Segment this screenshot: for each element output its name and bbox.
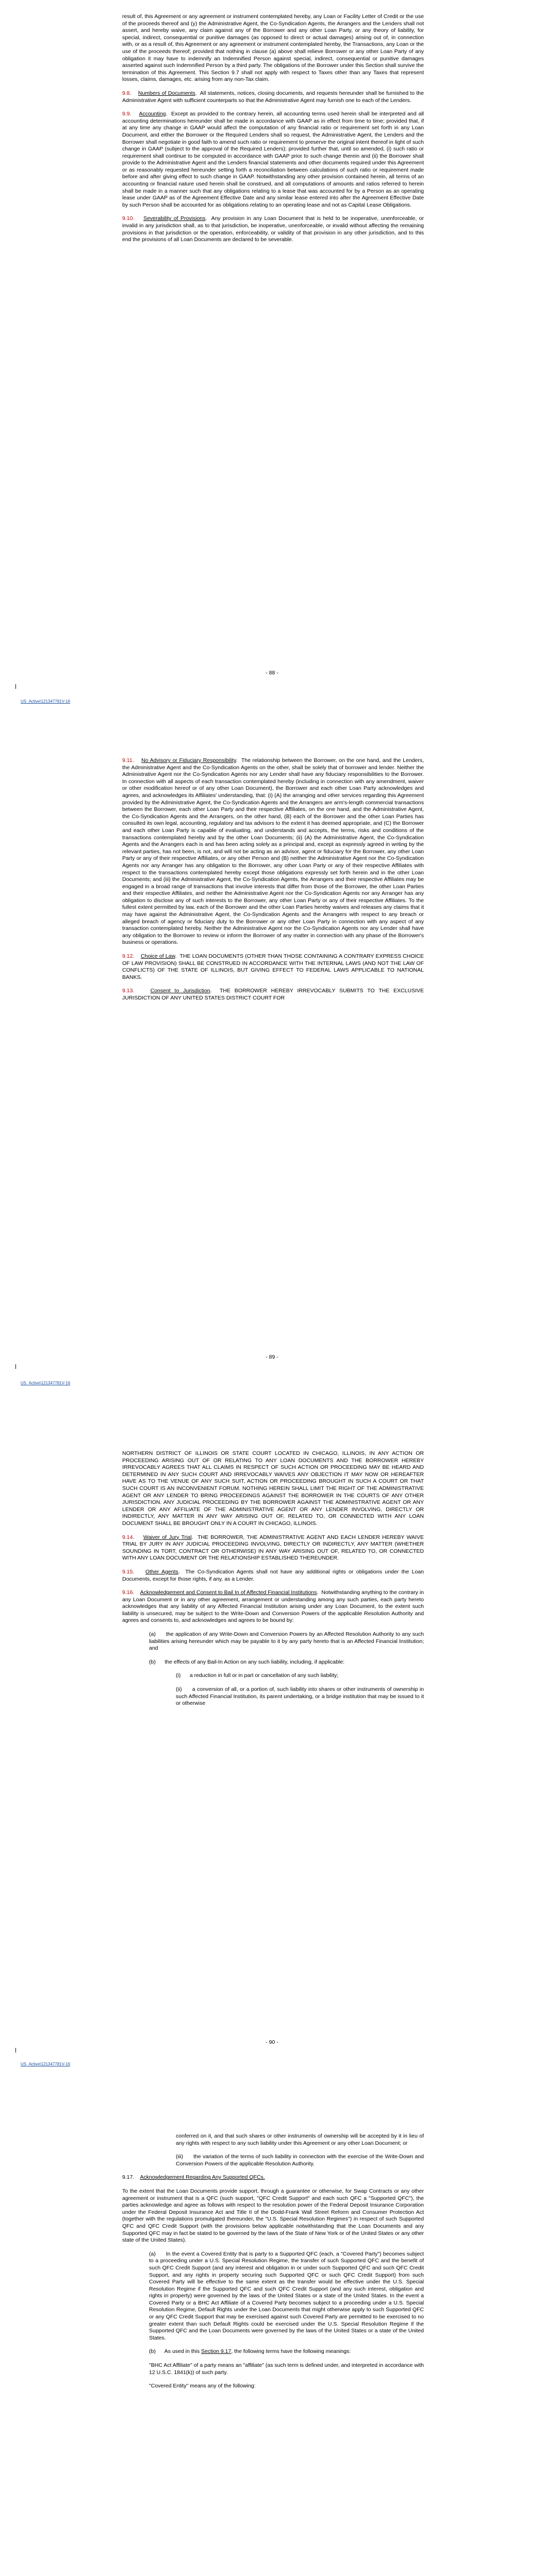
definition-covered-entity: "Covered Entity" means any of the following: [149,2383,256,2389]
document-id: US_Active\121347781V-16 [21,699,71,704]
clause-text: the variation of the terms of such liability in connection with the exercise of the Write-Down and Conversion Powers of the applicable Resolution Authority. [176,2154,424,2167]
section-reference-link[interactable]: Section 9.17 [201,2348,232,2355]
revision-bar [15,684,16,689]
section-9-8: 9.8. Numbers of Documents. All statements, notices, closing documents, and requests hereunder shall be furnished to the Administrative Agent with sufficient counterparts so that the Administrative Agent may furnish one to each of the Lenders. [122,90,424,104]
clause-label: (a) [149,1631,156,1638]
section-text: THE BORROWER, THE ADMINISTRATIVE AGENT AND EACH LENDER HEREBY WAIVE TRIAL BY JURY IN ANY JUDICIAL PROCEEDING INVOLVING, DIRECTLY OR INDIRECTLY, ANY MATTER (WHETHER SOUNDING IN TORT, CONTRACT OR OTHERWISE) IN ANY WAY ARISING OUT OF, RELATED TO, OR CONNECTED WITH ANY LOAN DOCUMENT OR THE RELATIONSHIP ESTABLISHED THEREUNDER. [122,1534,424,1562]
section-9-16: 9.16. Acknowledgement and Consent to Bail In of Affected Financial Institutions. Notwithstanding anything to the contrary in any Loan Document or in any other agreement, arrangement or understanding among any such parties, each party hereto acknowledges that any liability of any Affected Financial Institution arising under any Loan Document, to the extent such liability is unsecured, may be subject to the Write-Down and Conversion Powers of the applicable Resolution Authority and agrees and consents to, and acknowledges and agrees to be bound by: [122,1589,424,1624]
clause-text: the application of any Write-Down and Conversion Powers by an Affected Resolution Authority to any such liabilities arising hereunder which may be payable to it by any party hereto that is an Affected Financial Institution; and [149,1631,424,1652]
section-number: 9.15. [122,1568,135,1575]
clause-a [122,1631,424,1652]
clause-iii [122,2154,424,2167]
clause-ii [122,1686,424,1707]
section-heading: Choice of Law [141,953,175,960]
section-heading: Numbers of Documents [138,90,195,96]
clause-text: In the event a Covered Entity that is party to a Supported QFC (each, a "Covered Party") becomes subject to a proceeding under a U.S. Special Resolution Regime, the transfer of such Supported QFC and the benefit of such QFC Credit Support (and any interest and obligation in or under such Supported QFC and such QFC Credit Support, and any rights in property securing such Supported QFC or such QFC Credit Support) from such Covered Party will be effective to the same extent as the transfer would be effective under the U.S. Special Resolution Regime if the Supported QFC and such QFC Credit Support (and any such interest, obligation and rights in property) were governed by the laws of the United States or a state of the United States. In the event a Covered Party or a BHC Act Affiliate of a Covered Party becomes subject to a proceeding under a U.S. Special Resolution Regime, Default Rights under the Loan Documents that might otherwise apply to such Supported QFC or any QFC Credit Support that may be exercised against such Covered Party are permitted to be exercised to no greater extent than such Default Rights could be exercised under the U.S. Special Resolution Regime if the Supported QFC and the Loan Documents were governed by the laws of the United States or a state of the United States. [149,2250,424,2341]
document-id: US_Active\121347781V-16 [21,2062,71,2066]
section-heading: Waiver of Jury Trial [143,1534,192,1540]
section-heading: Acknowledgement and Consent to Bail In of Affected Financial Institutions [140,1589,317,1596]
page-number: - 89 - [266,1354,278,1360]
page-number: - 88 - [266,670,278,676]
page-89-body [122,757,424,1009]
section-text: Except as provided to the contrary herein, all accounting terms used herein shall be interpreted and all accounting determinations hereunder shall be made in accordance with GAAP as in effect from time to time; provided that, if at any time any change in GAAP would affect the computation of any financial ratio or requirement set forth in any Loan Document, and either the Borrower or the Required Lenders shall so request, the Administrative Agent, the Lenders and the Borrower shall negotiate in good faith to amend such ratio or requirement to preserve the original intent thereof in light of such change in GAAP (subject to the approval of the Required Lenders); provided further that, until so amended, (i) such ratio or requirement shall continue to be computed in accordance with GAAP prior to such change therein and (ii) the Borrower shall provide to the Administrative Agent and the Lenders financial statements and other documents required under this Agreement or as reasonably requested hereunder setting forth a reconciliation between calculations of such ratio or requirement made before and after giving effect to such change in GAAP. Notwithstanding any other provision contained herein, all terms of an accounting or financial nature used herein shall be construed, and all computations of amounts and ratios referred to herein shall be made in a manner such that any obligations relating to a lease that was accounted for by a Person as an operating lease under GAAP as of the Agreement Effective Date and any similar lease entered into after the Agreement Effective Date by such Person shall be accounted for as obligations relating to an operating lease and not as Capital Lease Obligations. [122,111,424,208]
clause-text: the effects of any Bail-In Action on any such liability, including, if applicable: [164,1658,345,1665]
section-9-17 [122,2174,424,2181]
section-number: 9.14. [122,1534,135,1540]
clause-label: (a) [149,2250,156,2257]
clause-label: (iii) [176,2154,183,2160]
revision-bar [15,2048,16,2053]
clause-text: a conversion of all, or a portion of, such liability into shares or other instruments of ownership in such Affected Financial Institution, its parent undertaking, or a bridge institution that may be issued to it or otherwise [176,1686,424,1707]
section-number: 9.17. [122,2174,135,2181]
clause-i [122,1672,424,1680]
revision-bar [15,1364,16,1369]
section-heading: Accounting [139,111,166,117]
section-number: 9.8. [122,90,131,96]
paragraph: result of, this Agreement or any agreement or instrument contemplated hereby, any Loan or Facility Letter of Credit or the use of the proceeds thereof and (y) the Administrative Agent, the Co-Syndication Agents, the Arrangers and the Lenders shall not assert, and hereby waive, any claim against any of the Borrower and any other Loan Party, or any theory of liability, for special, indirect, consequential or punitive damages (as opposed to direct or actual damages) arising out of, in connection with, or as a result of, this Agreement or any agreement or instrument contemplated hereby, the Transactions, any Loan or the use of the proceeds thereof; provided that nothing in clause (a) above shall relieve Borrower or any other Loan Party of any obligation it may have to indemnify an Indemnified Person against special, indirect, consequential or punitive damages asserted against such Indemnified Person by a third party. The obligations of the Borrower under this Section shall survive the termination of this Agreement. This Section 9.7 shall not apply with respect to Taxes other than any Taxes that represent losses, claims, damages, etc. arising from any non-Tax claim. [122,13,424,83]
section-text: All statements, notices, closing documents, and requests hereunder shall be furnished to the Administrative Agent with sufficient counterparts so that the Administrative Agent may furnish one to each of the Lenders. [122,90,424,104]
section-text: THE LOAN DOCUMENTS (OTHER THAN THOSE CONTAINING A CONTRARY EXPRESS CHOICE OF LAW PROVISION) SHALL BE CONSTRUED IN ACCORDANCE WITH THE INTERNAL LAWS (AND NOT THE LAW OF CONFLICTS) OF THE STATE OF ILLINOIS, BUT GIVING EFFECT TO FEDERAL LAWS APPLICABLE TO NATIONAL BANKS. [122,953,424,980]
section-9-15: 9.15. Other Agents. The Co-Syndication Agents shall not have any additional rights or obligations under the Loan Documents, except for those rights, if any, as a Lender. [122,1568,424,1582]
section-number: 9.13. [122,988,135,994]
section-heading: No Advisory or Fiduciary Responsibility [141,757,236,764]
section-heading: Other Agents [145,1568,178,1575]
section-heading: Acknowledgement Regarding Any Supported QFCs. [140,2174,265,2181]
page-90-body [122,1450,424,1714]
clause-text-pre: As used in this [164,2348,201,2355]
clause-text-post: , the following terms have the following meanings: [231,2348,351,2355]
section-9-11: 9.11. No Advisory or Fiduciary Responsibility. The relationship between the Borrower, on the one hand, and the Lenders, the Administrative Agent and the Co-Syndication Agents on the other, shall be solely that of borrower and lender. Neither the Administrative Agent nor the Co-Syndication Agents nor any Lender shall have any fiduciary responsibilities to the Borrower. In connection with all aspects of each transaction contemplated hereby (including in connection with any amendment, waiver or other modification hereof or of any other Loan Document), the Borrower and each other Loan Party acknowledges and agrees, and acknowledges its Affiliates' understanding, that: (i) (A) the arranging and other services regarding this Agreement provided by the Administrative Agent, the Co-Syndication Agents and the Arrangers are arm's-length commercial transactions between the Borrower, each other Loan Party and their respective Affiliates, on the one hand, and the Administrative Agent, the Co-Syndication Agents and the Arrangers, on the other hand, (B) each of the Borrower and the other Loan Parties has consulted its own legal, accounting, regulatory and tax advisors to the extent it has deemed appropriate, and (C) the Borrower and each other Loan Party is capable of evaluating, and understands and accepts, the terms, risks and conditions of the transactions contemplated hereby and by the other Loan Documents; (ii) (A) the Administrative Agent, the Co-Syndication Agents and the Arrangers each is and has been acting solely as a principal and, except as expressly agreed in writing by the relevant parties, has not been, is not, and will not be acting as an advisor, agent or fiduciary for the Borrower, any other Loan Party or any of their respective Affiliates, or any other Person and (B) neither the Administrative Agent nor the Co-Syndication Agents nor any Arranger has any obligation to the Borrower, any other Loan Party or any of their respective Affiliates with respect to the transactions contemplated hereby except those obligations expressly set forth herein and in the other Loan Documents; and (iii) the Administrative Agent, the Co-Syndication Agents, the Arrangers and their respective Affiliates may be engaged in a broad range of transactions that involve interests that differ from those of the Borrower, the other Loan Parties and their respective Affiliates, and neither the Administrative Agent nor the Co-Syndication Agents nor any Arranger has any obligation to disclose any of such interests to the Borrower, any other Loan Party or any of their respective Affiliates. To the fullest extent permitted by law, each of the Borrower and the other Loan Parties hereby waives and releases any claims that it may have against the Administrative Agent, the Co-Syndication Agents and the Arrangers with respect to any breach or alleged breach of agency or fiduciary duty to the Borrower or any other Loan Party in connection with any aspect of any transaction contemplated hereby. Neither the Administrative Agent nor the Co-Syndication Agents nor any Lender shall have any obligation to the Borrower to review or inform the Borrower of any matter in connection with any phase of the Borrower's business or operations. [122,757,424,946]
clause-a [122,2251,424,2342]
clause-b [122,1659,424,1666]
clause-b [122,2348,424,2355]
section-number: 9.16. [122,1589,135,1596]
clause-label: (b) [149,1658,156,1665]
section-number: 9.11. [122,757,134,764]
section-heading: Severability of Provisions [143,215,206,222]
clause-label: (i) [176,1672,181,1679]
section-text: The relationship between the Borrower, on the one hand, and the Lenders, the Administrative Agent and the Co-Syndication Agents on the other, shall be solely that of borrower and lender. Neither the Administrative Agent nor the Co-Syndication Agents nor any Lender shall have any fiduciary responsibilities to the Borrower. In connection with all aspects of each transaction contemplated hereby (including in connection with any amendment, waiver or other modification hereof or of any other Loan Document), the Borrower and each other Loan Party acknowledges and agrees, and acknowledges its Affiliates' understanding, that: (i) (A) the arranging and other services regarding this Agreement provided by the Administrative Agent, the Co-Syndication Agents and the Arrangers are arm's-length commercial transactions between the Borrower, each other Loan Party and their respective Affiliates, on the one hand, and the Administrative Agent, the Co-Syndication Agents and the Arrangers, on the other hand, (B) each of the Borrower and the other Loan Parties has consulted its own legal, accounting, regulatory and tax advisors to the extent it has deemed appropriate, and (C) the Borrower and each other Loan Party is capable of evaluating, and understands and accepts, the terms, risks and conditions of the transactions contemplated hereby and by the other Loan Documents; (ii) (A) the Administrative Agent, the Co-Syndication Agents and the Arrangers each is and has been acting solely as a principal and, except as expressly agreed in writing by the relevant parties, has not been, is not, and will not be acting as an advisor, agent or fiduciary for the Borrower, any other Loan Party or any of their respective Affiliates, or any other Person and (B) neither the Administrative Agent nor the Co-Syndication Agents nor any Arranger has any obligation to the Borrower, any other Loan Party or any of their respective Affiliates with respect to the transactions contemplated hereby except those obligations expressly set forth herein and in the other Loan Documents; and (iii) the Administrative Agent, the Co-Syndication Agents, the Arrangers and their respective Affiliates may be engaged in a broad range of transactions that involve interests that differ from those of the Borrower, the other Loan Parties and their respective Affiliates, and neither the Administrative Agent nor the Co-Syndication Agents nor any Arranger has any obligation to disclose any of such interests to the Borrower, any other Loan Party or any of their respective Affiliates. To the fullest extent permitted by law, each of the Borrower and the other Loan Parties hereby waives and releases any claims that it may have against the Administrative Agent, the Co-Syndication Agents and the Arrangers with respect to any breach or alleged breach of agency or fiduciary duty to the Borrower or any other Loan Party in connection with any aspect of any transaction contemplated hereby. Neither the Administrative Agent nor the Co-Syndication Agents nor any Lender shall have any obligation to the Borrower to review or inform the Borrower of any matter in connection with any phase of the Borrower's business or operations. [122,757,424,946]
definition-bhc-act-affiliate: "BHC Act Affiliate" of a party means an "affiliate" (as such term is defined under, and interpreted in accordance with 12 U.S.C. 1841(k)) of such party. [149,2362,424,2376]
section-number: 9.12. [122,953,135,960]
section-text: The Co-Syndication Agents shall not have any additional rights or obligations under the Loan Documents, except for those rights, if any, as a Lender. [122,1568,424,1582]
paragraph: conferred on it, and that such shares or other instruments of ownership will be accepted by it in lieu of any rights with respect to any such liability under this Agreement or any other Loan Document; or [176,2133,424,2146]
section-text: THE BORROWER HEREBY IRREVOCABLY SUBMITS TO THE EXCLUSIVE JURISDICTION OF ANY UNITED STATES DISTRICT COURT FOR [122,988,424,1001]
section-heading: Consent to Jurisdiction [150,988,210,994]
clause-label: (ii) [176,1686,182,1693]
section-9-12: 9.12. Choice of Law. THE LOAN DOCUMENTS (OTHER THAN THOSE CONTAINING A CONTRARY EXPRESS CHOICE OF LAW PROVISION) SHALL BE CONSTRUED IN ACCORDANCE WITH THE INTERNAL LAWS (AND NOT THE LAW OF CONFLICTS) OF THE STATE OF ILLINOIS, BUT GIVING EFFECT TO FEDERAL LAWS APPLICABLE TO NATIONAL BANKS. [122,953,424,980]
paragraph: NORTHERN DISTRICT OF ILLINOIS OR STATE COURT LOCATED IN CHICAGO, ILLINOIS, IN ANY ACTION OR PROCEEDING ARISING OUT OF OR RELATING TO ANY LOAN DOCUMENTS AND THE BORROWER HEREBY IRREVOCABLY AGREES THAT ALL CLAIMS IN RESPECT OF SUCH ACTION OR PROCEEDING MAY BE HEARD AND DETERMINED IN ANY SUCH COURT AND IRREVOCABLY WAIVES ANY OBJECTION IT MAY NOW OR HEREAFTER HAVE AS TO THE VENUE OF ANY SUCH SUIT, ACTION OR PROCEEDING BROUGHT IN SUCH A COURT OR THAT SUCH COURT IS AN INCONVENIENT FORUM. NOTHING HEREIN SHALL LIMIT THE RIGHT OF THE ADMINISTRATIVE AGENT OR ANY LENDER TO BRING PROCEEDINGS AGAINST THE BORROWER IN THE COURTS OF ANY OTHER JURISDICTION. ANY JUDICIAL PROCEEDING BY THE BORROWER AGAINST THE ADMINISTRATIVE AGENT OR ANY LENDER OR ANY AFFILIATE OF THE ADMINISTRATIVE AGENT OR ANY LENDER INVOLVING, DIRECTLY OR INDIRECTLY, ANY MATTER IN ANY WAY ARISING OUT OF, RELATED TO, OR CONNECTED WITH ANY LOAN DOCUMENT SHALL BE BROUGHT ONLY IN A COURT IN CHICAGO, ILLINOIS. [122,1450,424,1527]
section-9-14: 9.14. Waiver of Jury Trial. THE BORROWER, THE ADMINISTRATIVE AGENT AND EACH LENDER HEREBY WAIVE TRIAL BY JURY IN ANY JUDICIAL PROCEEDING INVOLVING, DIRECTLY OR INDIRECTLY, ANY MATTER (WHETHER SOUNDING IN TORT, CONTRACT OR OTHERWISE) IN ANY WAY ARISING OUT OF, RELATED TO, OR CONNECTED WITH ANY LOAN DOCUMENT OR THE RELATIONSHIP ESTABLISHED THEREUNDER. [122,1534,424,1562]
section-number: 9.9. [122,111,131,117]
clause-text: a reduction in full or in part or cancellation of any such liability; [189,1672,339,1679]
section-9-9: 9.9. Accounting. Except as provided to the contrary herein, all accounting terms used herein shall be interpreted and all accounting determinations hereunder shall be made in accordance with GAAP as in effect from time to time; provided that, if at any time any change in GAAP would affect the computation of any financial ratio or requirement set forth in any Loan Document, and either the Borrower or the Required Lenders shall so request, the Administrative Agent, the Lenders and the Borrower shall negotiate in good faith to amend such ratio or requirement to preserve the original intent thereof in light of such change in GAAP (subject to the approval of the Required Lenders); provided further that, until so amended, (i) such ratio or requirement shall continue to be computed in accordance with GAAP prior to such change therein and (ii) the Borrower shall provide to the Administrative Agent and the Lenders financial statements and other documents required under this Agreement or as reasonably requested hereunder setting forth a reconciliation between calculations of such ratio or requirement made before and after giving effect to such change in GAAP. Notwithstanding any other provision contained herein, all terms of an accounting or financial nature used herein shall be construed, and all computations of amounts and ratios referred to herein shall be made in a manner such that any obligations relating to a lease that was accounted for by a Person as an operating lease under GAAP as of the Agreement Effective Date and any similar lease entered into after the Agreement Effective Date by such Person shall be accounted for as obligations relating to an operating lease and not as Capital Lease Obligations. [122,111,424,208]
section-number: 9.10. [122,215,135,222]
page-88-body [122,13,424,250]
section-text: Any provision in any Loan Document that is held to be inoperative, unenforceable, or invalid in any jurisdiction shall, as to that jurisdiction, be inoperative, unenforceable, or invalid without affecting the remaining provisions in that jurisdiction or the operation, enforceability, or validity of that provision in any other jurisdiction, and to this end the provisions of all Loan Documents are declared to be severable. [122,215,424,243]
paragraph: To the extent that the Loan Documents provide support, through a guarantee or otherwise, for Swap Contracts or any other agreement or instrument that is a QFC (such support, "QFC Credit Support" and each such QFC a "Supported QFC"), the parties acknowledge and agree as follows with respect to the resolution power of the Federal Deposit Insurance Corporation under the Federal Deposit Insurance Act and Title II of the Dodd-Frank Wall Street Reform and Consumer Protection Act (together with the regulations promulgated thereunder, the "U.S. Special Resolution Regimes") in respect of such Supported QFC and QFC Credit Support (with the provisions below applicable notwithstanding that the Loan Documents and any Supported QFC may in fact be stated to be governed by the laws of the State of New York or of the United States or any other state of the United States). [122,2188,424,2244]
document-id: US_Active\121347781V-16 [21,1381,71,1385]
section-9-13: 9.13. Consent to Jurisdiction. THE BORROWER HEREBY IRREVOCABLY SUBMITS TO THE EXCLUSIVE JURISDICTION OF ANY UNITED STATES DISTRICT COURT FOR [122,988,424,1001]
section-text: Notwithstanding anything to the contrary in any Loan Document or in any other agreement, arrangement or understanding among any such parties, each party hereto acknowledges that any liability of any Affected Financial Institution arising under any Loan Document, to the extent such liability is unsecured, may be subject to the Write-Down and Conversion Powers of the applicable Resolution Authority and agrees and consents to, and acknowledges and agrees to be bound by: [122,1589,424,1624]
page-number: - 90 - [266,2039,278,2045]
section-9-10: 9.10. Severability of Provisions. Any provision in any Loan Document that is held to be inoperative, unenforceable, or invalid in any jurisdiction shall, as to that jurisdiction, be inoperative, unenforceable, or invalid without affecting the remaining provisions in that jurisdiction or the operation, enforceability, or validity of that provision in any other jurisdiction, and to this end the provisions of all Loan Documents are declared to be severable. [122,215,424,243]
page-91-body [122,2133,424,2397]
clause-label: (b) [149,2348,156,2355]
